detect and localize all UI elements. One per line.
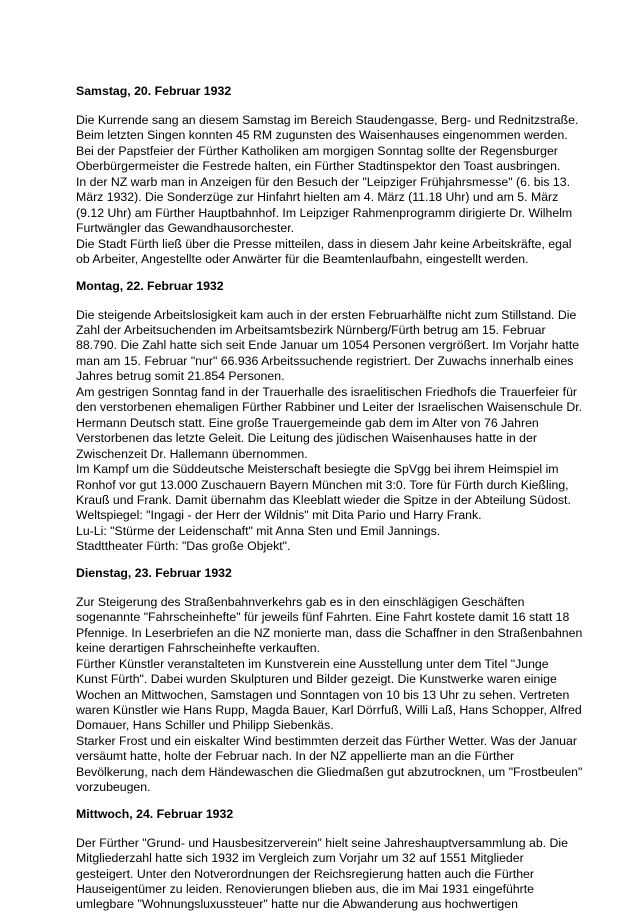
text-line: ob Arbeiter, Angestellte oder Anwärter für die Beamtenlaufbahn, eingestellt werden. bbox=[76, 252, 529, 267]
text-line: Beim letzten Singen konnten 45 RM zugunsten des Waisenhauses eingenommen werden. bbox=[76, 128, 568, 143]
text-line: Die Stadt Fürth ließ über die Presse mitteilen, dass in diesem Jahr keine Arbeitskräfte, egal bbox=[76, 236, 572, 251]
entry-date-heading: Mittwoch, 24. Februar 1932 bbox=[76, 806, 234, 821]
text-line: Zahl der Arbeitsuchenden im Arbeitsamtsbezirk Nürnberg/Fürth betrug am 15. Februar bbox=[76, 322, 546, 337]
text-line: Stadttheater Fürth: "Das große Objekt". bbox=[76, 539, 291, 554]
entry-body bbox=[76, 836, 576, 913]
text-line: gesteigert. Unter den Notverordnungen der Reichsregierung hatten auch die Fürther bbox=[76, 866, 534, 881]
entry-dienstag-23-februar bbox=[76, 565, 583, 796]
text-line: man am 15. Februar "nur" 66.936 Arbeitssuchende registriert. Der Zuwachs innerhalb eines bbox=[76, 353, 574, 368]
text-line: (9.12 Uhr) am Fürther Hauptbahnhof. Im Leipziger Rahmenprogramm dirigierte Dr. Wilhelm bbox=[76, 205, 573, 220]
text-line: In der NZ warb man in Anzeigen für den Besuch der "Leipziger Frühjahrsmesse" (6. bis 13. bbox=[76, 174, 571, 189]
text-line: Pfennige. In Leserbriefen an die NZ monierte man, dass die Schaffner in den Straßenbahnen bbox=[76, 625, 583, 640]
text-line: 88.790. Die Zahl hatte sich seit Ende Januar um 1054 Personen vergrößert. Im Vorjahr hatte bbox=[76, 338, 580, 353]
text-line: versäumt hatte, holte der Februar nach. In der NZ appellierte man an die Fürther bbox=[76, 749, 515, 764]
text-line: März 1932). Die Sonderzüge zur Hinfahrt hielten am 4. März (11.18 Uhr) und am 5. März bbox=[76, 190, 559, 205]
text-line: Furtwängler das Gewandhausorchester. bbox=[76, 221, 295, 236]
entry-body bbox=[76, 113, 579, 268]
text-line: Weltspiegel: "Ingagi - der Herr der Wildnis" mit Dita Pario und Harry Frank. bbox=[76, 508, 482, 523]
text-line: Im Kampf um die Süddeutsche Meisterschaft besiegte die SpVgg bei ihrem Heimspiel im bbox=[76, 462, 559, 477]
text-line: Bei der Papstfeier der Fürther Katholiken am morgigen Sonntag sollte der Regensburger bbox=[76, 143, 558, 158]
text-line: Domauer, Hans Schiller und Philipp Siebenkäs. bbox=[76, 718, 334, 733]
text-line: keine derartigen Fahrscheinhefte verkauften. bbox=[76, 641, 321, 656]
text-line: Die Kurrende sang an diesem Samstag im Bereich Staudengasse, Berg- und Rednitzstraße. bbox=[76, 113, 579, 127]
text-line: Am gestrigen Sonntag fand in der Trauerhalle des israelitischen Friedhofs die Trauerfeier für bbox=[76, 384, 578, 399]
text-line: Mitgliederzahl hatte sich 1932 im Vergleich zum Vorjahr um 32 auf 1551 Mitglieder bbox=[76, 851, 524, 866]
text-line: Krauß und Frank. Damit übernahm das Kleeblatt wieder die Spitze in der Abteilung Südost. bbox=[76, 492, 571, 507]
entry-body bbox=[76, 307, 583, 555]
document-page bbox=[76, 84, 583, 924]
entry-date-heading: Dienstag, 23. Februar 1932 bbox=[76, 565, 232, 580]
text-line: Jahres betrug somit 21.854 Personen. bbox=[76, 369, 285, 384]
text-line: Zwischenzeit Dr. Hallemann übernommen. bbox=[76, 446, 308, 461]
text-line: Wochen an Mittwochen, Samstagen und Sonntagen von 10 bis 13 Uhr zu sehen. Vertreten bbox=[76, 687, 570, 702]
entry-samstag-20-februar bbox=[76, 84, 579, 268]
text-line: sogenannte "Fahrscheinhefte" für jeweils fünf Fahrten. Eine Fahrt kostete damit 16 statt 18 bbox=[76, 610, 570, 625]
text-line: Bevölkerung, nach dem Händewaschen die Gliedmaßen gut abzutrocknen, um "Frostbeulen" bbox=[76, 764, 583, 779]
text-line: Starker Frost und ein eiskalter Wind bestimmten derzeit das Fürther Wetter. Was der Januar bbox=[76, 733, 577, 748]
text-line: Der Fürther "Grund- und Hausbesitzerverein" hielt seine Jahreshauptversammlung ab. Die bbox=[76, 835, 568, 850]
text-line: den verstorbenen ehemaligen Fürther Rabbiner und Leiter der Israelischen Waisenschule Dr. bbox=[76, 400, 583, 415]
text-line: Lu-Li: "Stürme der Leidenschaft" mit Anna Sten und Emil Jannings. bbox=[76, 523, 441, 538]
entry-montag-22-februar bbox=[76, 278, 583, 555]
text-line: Fürther Künstler veranstalteten im Kunstverein eine Ausstellung unter dem Titel "Junge bbox=[76, 656, 549, 671]
text-line: Hermann Deutsch statt. Eine große Trauergemeinde gab dem im Alter von 76 Jahren bbox=[76, 415, 539, 430]
text-line: umlegbare "Wohnungsluxussteuer" hatte nur die Abwanderung aus hochwertigen bbox=[76, 897, 518, 912]
entry-date-heading: Montag, 22. Februar 1932 bbox=[76, 278, 224, 293]
text-line: Ronhof vor gut 13.000 Zuschauern Bayern München mit 3:0. Tore für Fürth durch Kießling, bbox=[76, 477, 569, 492]
text-line: Die steigende Arbeitslosigkeit kam auch in der ersten Februarhälfte nicht zum Stillstand. Die bbox=[76, 307, 577, 322]
text-line: Zur Steigerung des Straßenbahnverkehrs gab es in den einschlägigen Geschäften bbox=[76, 594, 525, 609]
text-line: Oberbürgermeister die Festrede halten, ein Fürther Stadtinspektor den Toast ausbringen. bbox=[76, 159, 561, 174]
text-line: waren Künstler wie Hans Rupp, Magda Bauer, Karl Dörrfuß, Willi Laß, Hans Schopper, Alfred bbox=[76, 702, 582, 717]
entry-date-heading: Samstag, 20. Februar 1932 bbox=[76, 84, 232, 98]
text-line: Verstorbenen das letzte Geleit. Die Leitung des jüdischen Waisenhauses hatte in der bbox=[76, 431, 537, 446]
entry-body bbox=[76, 594, 583, 796]
text-line: Kunst Fürth". Dabei wurden Skulpturen und Bilder gezeigt. Die Kunstwerke waren einige bbox=[76, 672, 557, 687]
text-line: Hauseigentümer zu leiden. Renovierungen blieben aus, die im Mai 1931 eingeführte bbox=[76, 882, 535, 897]
entry-mittwoch-24-februar bbox=[76, 807, 576, 913]
text-line: vorzubeugen. bbox=[76, 780, 151, 795]
